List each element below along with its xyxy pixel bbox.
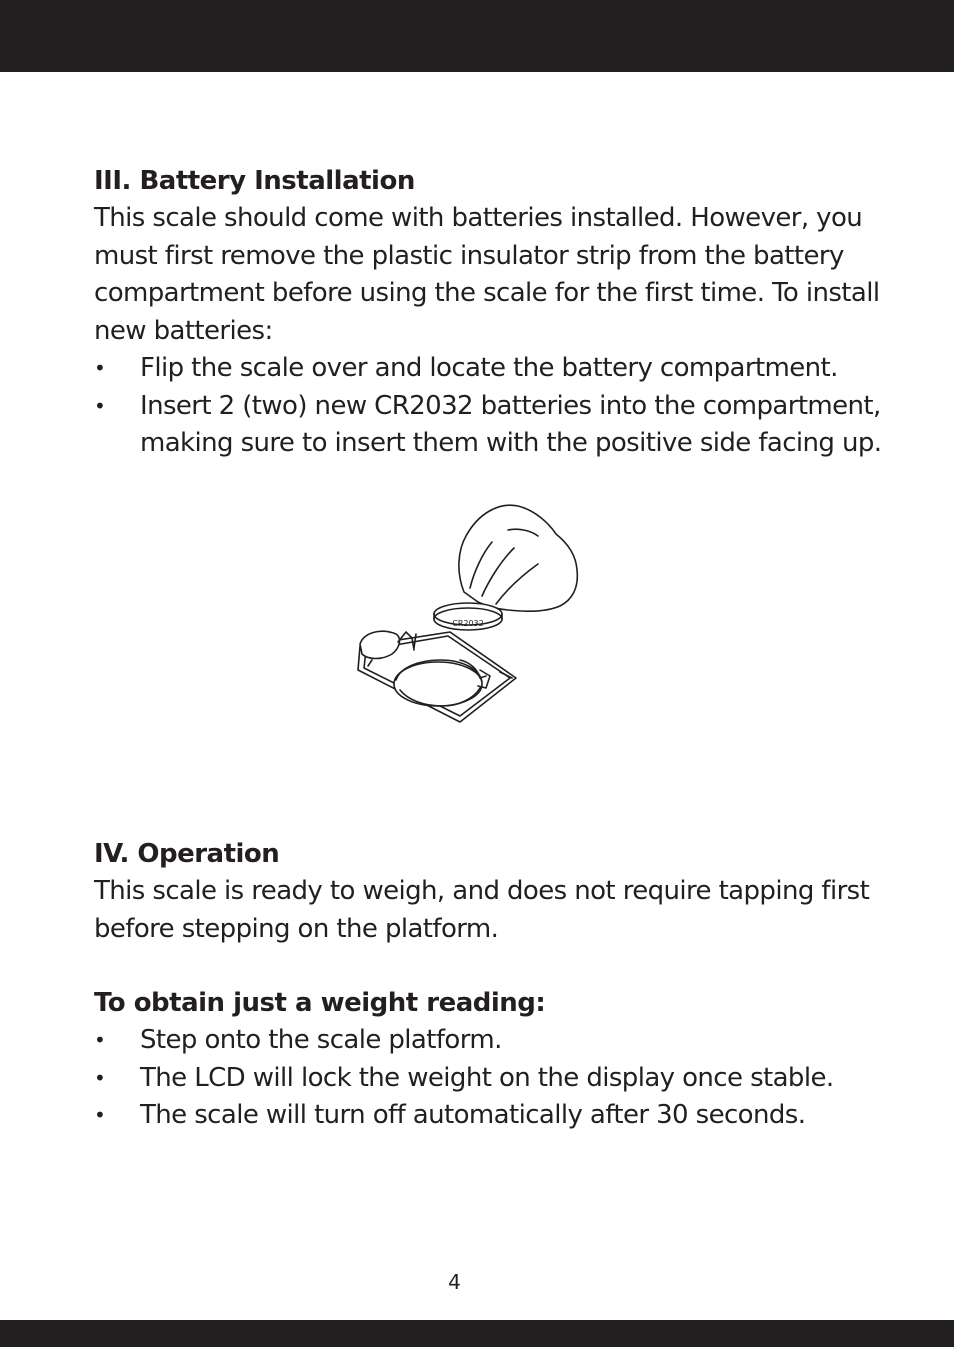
list-item <box>94 388 884 463</box>
footer-bar <box>0 1320 954 1347</box>
bullet-icon: • <box>94 1103 106 1127</box>
list-item-text: The LCD will lock the weight on the display once stable. <box>140 1062 834 1093</box>
operation-intro: This scale is ready to weigh, and does not require tapping first before stepping on the platform. <box>94 876 870 944</box>
battery-heading: III. Battery Installation <box>94 166 415 196</box>
bullet-icon: • <box>94 356 106 380</box>
list-item <box>94 1022 884 1060</box>
header-bar <box>0 0 954 72</box>
page-number: 4 <box>448 1270 461 1294</box>
bullet-icon: • <box>94 1028 106 1052</box>
hand-outline <box>459 505 577 611</box>
list-item-text: The scale will turn off automatically after 30 seconds. <box>140 1100 806 1130</box>
list-item-text: Step onto the scale platform. <box>140 1025 502 1055</box>
list-item <box>94 1060 884 1098</box>
battery-installation-illustration <box>352 500 584 728</box>
weight-reading-subheading: To obtain just a weight reading: <box>94 988 546 1018</box>
bullet-icon: • <box>94 393 106 418</box>
battery-intro: This scale should come with batteries installed. However, you must first remove the plastic insulator strip from the battery compartment before using the scale for the first time. To install new batteries: <box>94 203 880 346</box>
battery-steps <box>94 350 884 463</box>
list-item <box>94 1097 884 1135</box>
battery-label: CR2032 <box>452 619 484 628</box>
list-item-text: Flip the scale over and locate the battery compartment. <box>140 353 838 383</box>
operation-heading: IV. Operation <box>94 839 280 869</box>
operation-steps <box>94 1022 884 1135</box>
bullet-icon: • <box>94 1065 106 1090</box>
list-item <box>94 350 884 388</box>
spacer <box>94 948 884 985</box>
list-item-text: Insert 2 (two) new CR2032 batteries into the compartment, making sure to insert them with the positive side facing up. <box>140 390 882 458</box>
battery-section <box>94 163 884 463</box>
operation-section <box>94 836 884 1135</box>
